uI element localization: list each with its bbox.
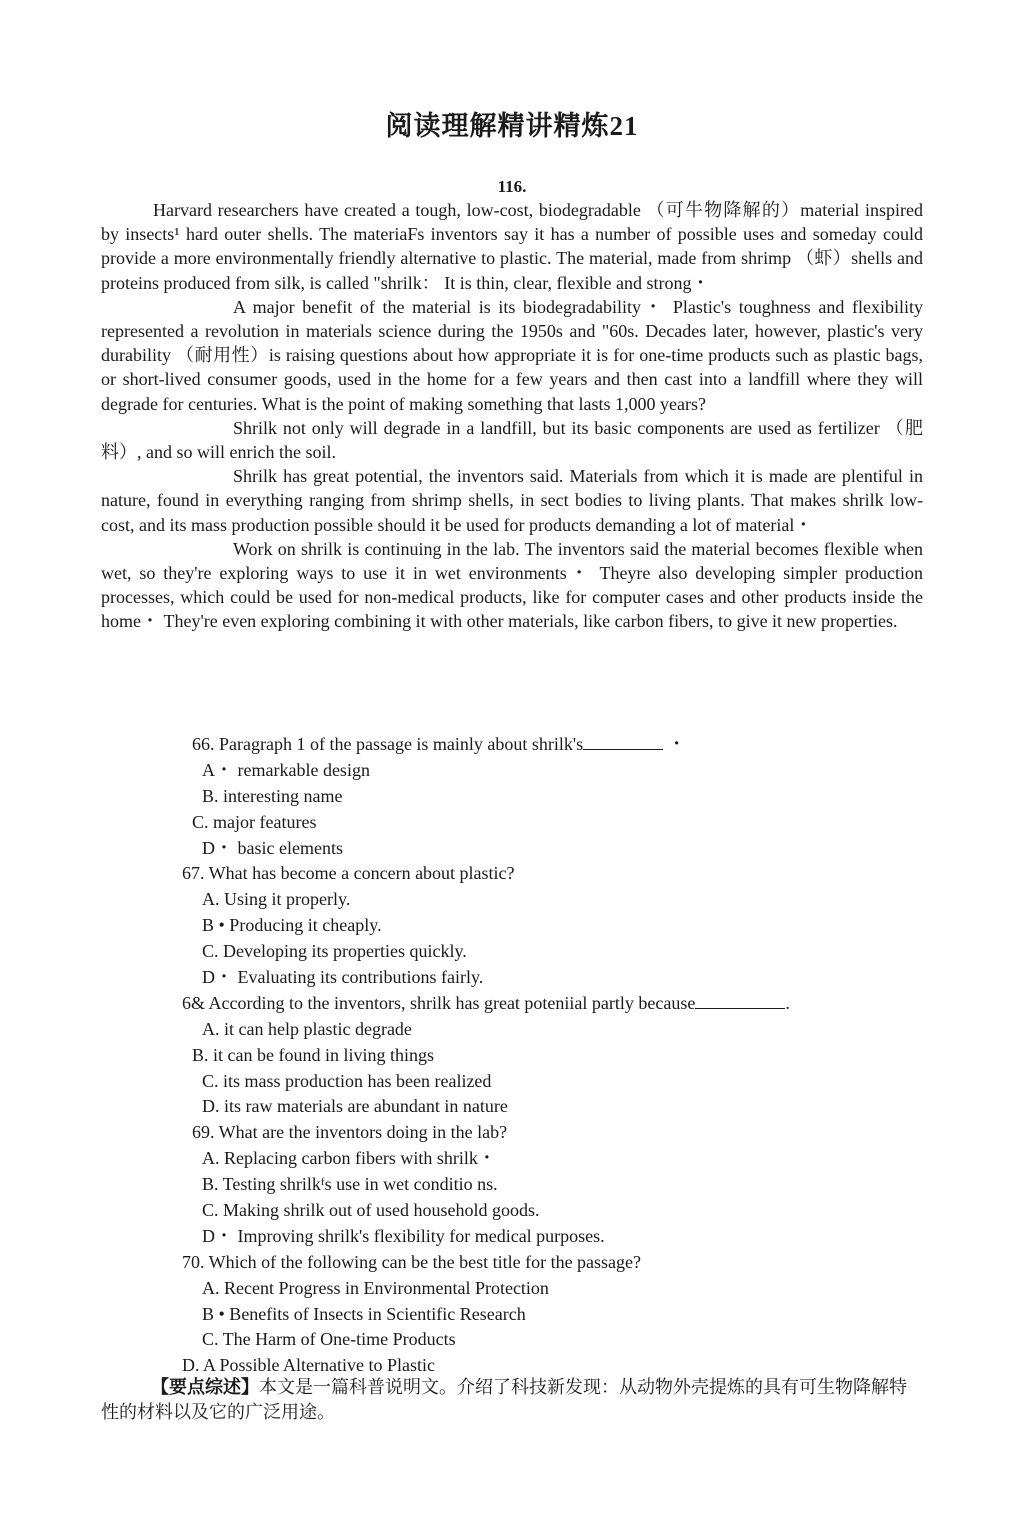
question-stem [101,732,923,758]
answer-option: A. Using it properly. [202,889,351,910]
answer-option: A・ remarkable design [202,759,370,780]
answer-blank [583,735,663,750]
answer-option: C. The Harm of One-time Products [202,1329,456,1350]
passage-paragraph: Work on shrilk is continuing in the lab. The inventors said the material becomes flexible when wet, so they're exploring ways to use it in wet environments・ Theyre also developing simpler production processes, which could be used for non-medical products, like for computer cases and other products inside the home・ They're even exploring combining it with other materials, like carbon fibers, to give it new properties. [101,538,923,632]
answer-option: A. Recent Progress in Environmental Protection [202,1277,549,1298]
passage-paragraph: A major benefit of the material is its biodegradability・ Plastic's toughness and flexibility represented a revolution in materials science during the 1950s and "60s. Decades later, however, plastic's very durability （耐用性）is raising questions about how appropriate it is for one-time products such as plastic bags, or short-lived consumer goods, used in the home for a few years and then cast into a landfill where they will degrade for centuries. What is the point of making something that lasts 1,000 years? [101,296,923,414]
answer-option: C. its mass production has been realized [202,1070,492,1091]
answer-blank [695,994,785,1009]
passage-number: 116. [497,177,527,196]
question-tail: ・ [663,734,686,754]
question-stem: 70. Which of the following can be the best title for the passage? [182,1251,642,1272]
answer-option: A. it can help plastic degrade [202,1018,412,1039]
summary-text: 本文是一篇科普说明文。介绍了科技新发现：从动物外壳提炼的具有可生物降解特性的材料以及它的广泛用途。 [101,1377,907,1422]
question-stem [101,991,923,1017]
question-text: 6& According to the inventors, shrilk has great poteniial partly because [182,992,696,1013]
document-title: 阅读理解精讲精炼21 [385,111,639,141]
answer-option: D・ Evaluating its contributions fairly. [202,967,484,988]
answer-option: D・ basic elements [202,837,343,858]
answer-option: B • Producing it cheaply. [202,915,382,936]
answer-option: B. interesting name [202,785,343,806]
answer-option: D. its raw materials are abundant in nature [202,1096,508,1117]
answer-option: B • Benefits of Insects in Scientific Research [202,1303,526,1324]
answer-option: D. A Possible Alternative to Plastic [182,1355,435,1376]
passage-paragraph: Harvard researchers have created a tough, low-cost, biodegradable （可牛物降解的）material inspired by insects¹ hard outer shells. The materiaFs inventors say it has a number of possible uses and someday could provide a more environmentally friendly alternative to plastic. The material, made from shrimp （虾）shells and proteins produced from silk, is called "shrilk： It is thin, clear, flexible and strong・ [101,200,923,293]
question-list [101,732,923,1379]
question-tail: . [785,992,790,1013]
question-stem: 69. What are the inventors doing in the lab? [192,1122,508,1143]
answer-option: D・ Improving shrilk's flexibility for medical purposes. [202,1225,605,1246]
answer-option: A. Replacing carbon fibers with shrilk・ [202,1148,496,1169]
answer-option: B. it can be found in living things [192,1044,434,1065]
question-stem: 67. What has become a concern about plastic? [182,863,515,884]
question-text: 66. Paragraph 1 of the passage is mainly about shrilk's [192,734,584,754]
passage-paragraph: Shrilk not only will degrade in a landfill, but its basic components are used as fertilizer （肥料）, and so will enrich the soil. [101,417,923,463]
answer-option: C. Developing its properties quickly. [202,941,467,962]
passage-paragraph: Shrilk has great potential, the inventors said. Materials from which it is made are plentiful in nature, found in everything ranging from shrimp shells, in sect bodies to living plants. That makes shrilk low-cost, and its mass production possible should it be used for products demanding a lot of material・ [101,466,923,535]
key-point-summary [101,1375,923,1425]
reading-passage [101,198,923,634]
answer-option: C. major features [192,811,317,832]
answer-option: B. Testing shrilkᶠs use in wet conditio ns. [202,1174,498,1195]
answer-option: C. Making shrilk out of used household goods. [202,1200,540,1221]
summary-label: 【要点综述】 [151,1377,259,1397]
